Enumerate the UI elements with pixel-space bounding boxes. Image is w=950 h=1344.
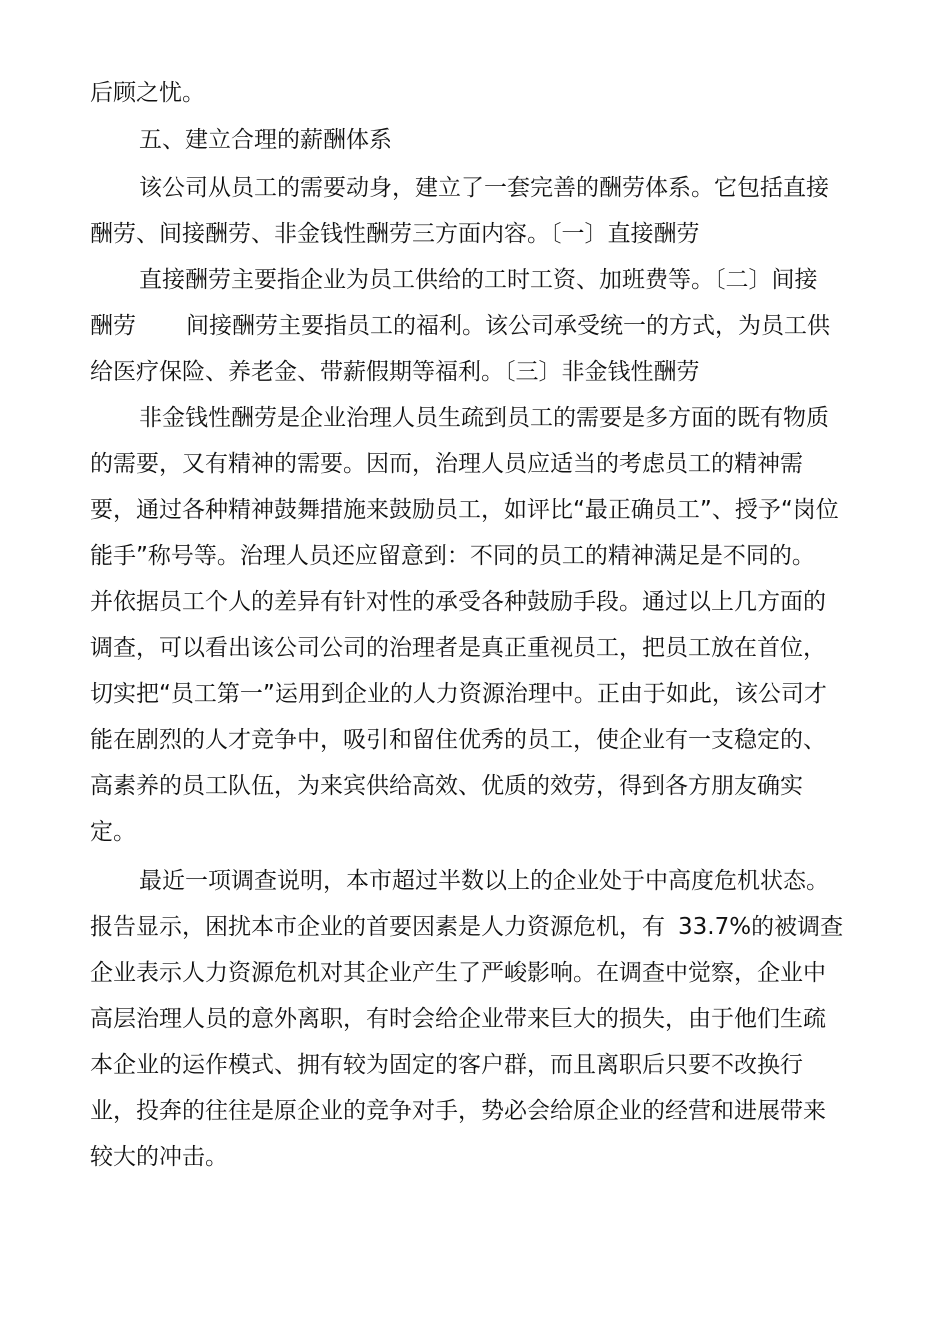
- text-line: [0, 809, 950, 855]
- text-line: [0, 1088, 950, 1134]
- line-text: 酬劳、间接酬劳、非金钱性酬劳三方面内容。〔一〕直接酬劳: [90, 221, 700, 247]
- line-text: 酬劳: [90, 313, 136, 339]
- line-text: 调查，可以看出该公司公司的治理者是真正重视员工，把员工放在首位，: [90, 635, 826, 661]
- line-text: 后顾之忧。: [90, 80, 205, 106]
- line-text: 要，通过各种精神鼓舞措施来鼓励员工，如评比“最正确员工”、授予“岗位: [90, 497, 839, 523]
- line-text: 的需要，又有精神的需要。因而，治理人员应适当的考虑员工的精神需: [90, 451, 803, 477]
- text-line: [0, 211, 950, 257]
- line-text: 该公司从员工的需要动身，建立了一套完善的酬劳体系。它包括直接: [139, 175, 829, 201]
- text-line: [0, 763, 950, 809]
- text-line: [0, 950, 950, 996]
- line-text: 本企业的运作模式、拥有较为固定的客户群，而且离职后只要不改换行: [90, 1052, 803, 1078]
- text-line: [0, 349, 950, 395]
- text-line: [0, 717, 950, 763]
- line-text: 33.7%的被调查: [678, 914, 844, 940]
- line-text: 直接酬劳主要指企业为员工供给的工时工资、加班费等。〔二〕间接: [139, 267, 818, 293]
- section-heading: [0, 117, 950, 163]
- line-text: 报告显示，困扰本市企业的首要因素是人力资源危机，有: [90, 914, 665, 940]
- text-line: [0, 625, 950, 671]
- text-line: [0, 303, 950, 349]
- line-text: 间接酬劳主要指员工的福利。该公司承受统一的方式，为员工供: [186, 313, 830, 339]
- text-line: [0, 70, 950, 116]
- text-line: [0, 441, 950, 487]
- text-line: [0, 165, 950, 211]
- text-line: [0, 579, 950, 625]
- section-heading-text: 五、建立合理的薪酬体系: [139, 127, 392, 153]
- line-text: 切实把“员工第一”运用到企业的人力资源治理中。正由于如此，该公司才: [90, 681, 827, 707]
- text-line: [0, 1042, 950, 1088]
- text-line: [0, 1134, 950, 1180]
- line-text: 定。: [90, 819, 136, 845]
- line-text: 并依据员工个人的差异有针对性的承受各种鼓励手段。通过以上几方面的: [90, 589, 826, 615]
- line-text: 能在剧烈的人才竞争中，吸引和留住优秀的员工，使企业有一支稳定的、: [90, 727, 826, 753]
- line-text: 业，投奔的往往是原企业的竞争对手，势必会给原企业的经营和进展带来: [90, 1098, 826, 1124]
- text-line: [0, 671, 950, 717]
- line-text: 能手”称号等。治理人员还应留意到：不同的员工的精神满足是不同的。: [90, 543, 815, 569]
- line-text: 最近一项调查说明，本市超过半数以上的企业处于中高度危机状态。: [139, 868, 829, 894]
- text-line: [0, 533, 950, 579]
- line-text: 高素养的员工队伍，为来宾供给高效、优质的效劳，得到各方朋友确实: [90, 773, 803, 799]
- text-line: [0, 487, 950, 533]
- text-line: [0, 904, 950, 950]
- text-line: [0, 996, 950, 1042]
- text-line: [0, 257, 950, 303]
- text-line: [0, 858, 950, 904]
- line-text: 高层治理人员的意外离职，有时会给企业带来巨大的损失，由于他们生疏: [90, 1006, 826, 1032]
- line-text: 给医疗保险、养老金、带薪假期等福利。〔三〕非金钱性酬劳: [90, 359, 700, 385]
- text-line: [0, 395, 950, 441]
- line-text: 非金钱性酬劳是企业治理人员生疏到员工的需要是多方面的既有物质: [139, 405, 829, 431]
- line-text: 企业表示人力资源危机对其企业产生了严峻影响。在调查中觉察，企业中: [90, 960, 826, 986]
- line-text: 较大的冲击。: [90, 1144, 228, 1170]
